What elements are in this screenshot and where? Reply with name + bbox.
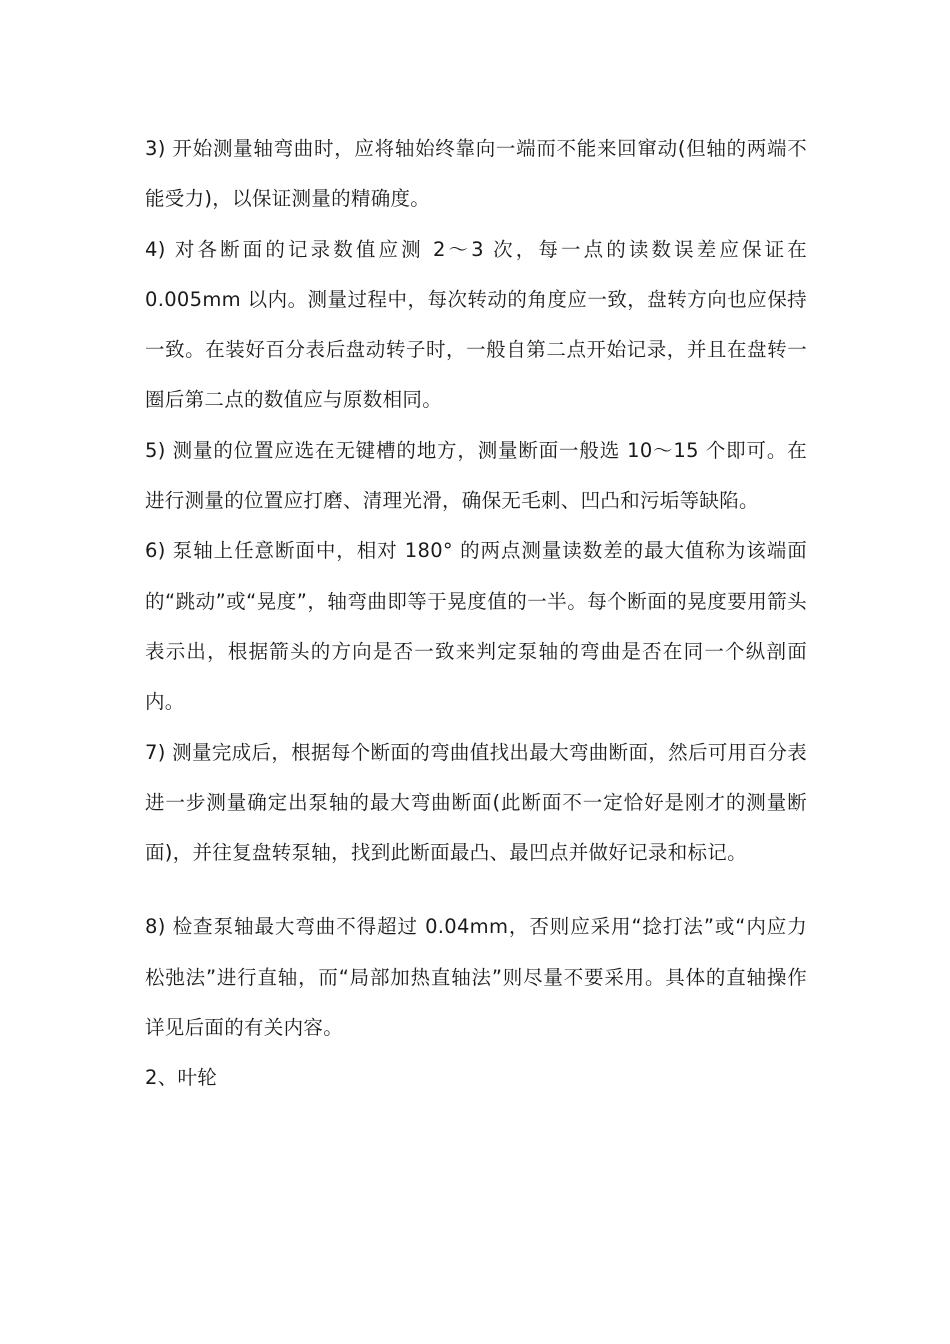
paragraph-step-3: 3) 开始测量轴弯曲时，应将轴始终靠向一端而不能来回窜动(但轴的两端不能受力)，以保证测量的精确度。 (145, 137, 807, 211)
paragraph-step-5: 5) 测量的位置应选在无键槽的地方，测量断面一般选 10～15 个即可。在进行测量的位置应打磨、清理光滑，确保无毛刺、凹凸和污垢等缺陷。 (145, 438, 807, 513)
paragraph-step-4: 4) 对各断面的记录数值应测 2～3 次，每一点的读数误差应保证在 0.005mm 以内。测量过程中，每次转动的角度应一致，盘转方向也应保持一致。在装好百分表后盘动转子时，一般自第二点开始记录，并且在盘转一圈后第二点的数值应与原数相同。 (145, 237, 807, 412)
paragraph-step-7: 7) 测量完成后，根据每个断面的弯曲值找出最大弯曲断面，然后可用百分表进一步测量确定出泵轴的最大弯曲断面(此断面不一定恰好是刚才的测量断面)，并往复盘转泵轴，找到此断面最凸、最凹点并做好记录和标记。 (145, 740, 807, 865)
section-heading-impeller: 2、叶轮 (145, 1066, 218, 1090)
document-body (145, 124, 807, 1104)
paragraph-step-8: 8) 检查泵轴最大弯曲不得超过 0.04mm，否则应采用“捻打法”或“内应力松弛法”进行直轴，而“局部加热直轴法”则尽量不要采用。具体的直轴操作详见后面的有关内容。 (145, 915, 807, 1040)
paragraph-step-6: 6) 泵轴上任意断面中，相对 180° 的两点测量读数差的最大值称为该端面的“跳动”或“晃度”，轴弯曲即等于晃度值的一半。每个断面的晃度要用箭头表示出，根据箭头的方向是否一致来判定泵轴的弯曲是否在同一个纵剖面内。 (145, 539, 807, 714)
